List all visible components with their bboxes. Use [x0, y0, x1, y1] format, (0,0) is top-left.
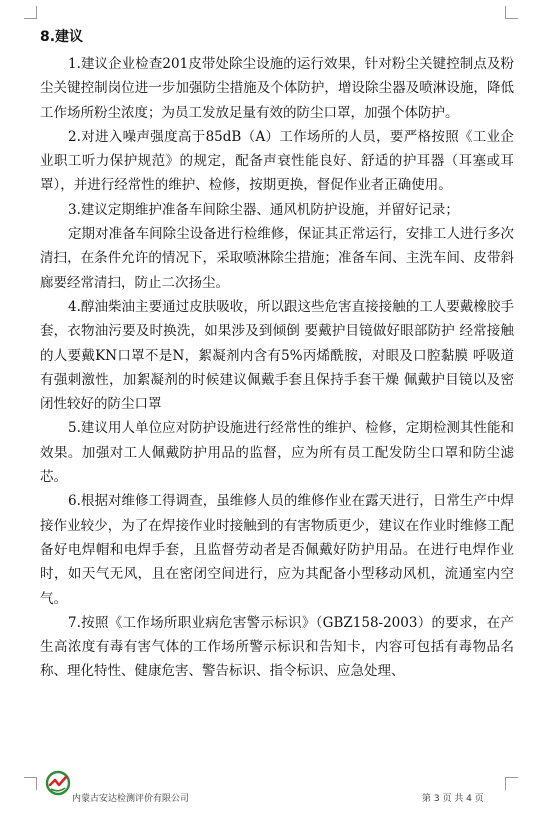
- paragraph-7: 7.按照《工作场所职业病危害警示标识》（GBZ158-2003）的要求，在产生高浓度有毒有害气体的工作场所警示标识和告知卡，内容可包括有毒物品名称、理化特性、健康危害、警告标识、指令标识、应急处理、: [40, 614, 514, 680]
- crop-mark-top-right: [505, 6, 518, 19]
- company-name: 内蒙古安达检测评价有限公司: [72, 794, 190, 804]
- section-heading: 8.建议: [40, 29, 84, 45]
- page-number: 第 3 页 共 4 页: [422, 794, 484, 804]
- document-body: [40, 22, 514, 684]
- company-logo-icon: [44, 769, 72, 797]
- crop-mark-top-left: [24, 6, 37, 19]
- page-footer: [0, 765, 538, 809]
- paragraph-5: 5.建议用人单位应对防护设施进行经常性的维护、检修，定期检测其性能和效果。加强对工人佩戴防护用品的监督，应为所有员工配发防尘口罩和防尘滤芯。: [40, 420, 514, 486]
- paragraph-1: 1.建议企业检查201皮带处除尘设施的运行效果，针对粉尘关键控制点及粉尘关键控制岗位进一步加强防尘措施及个体防护，增设除尘器及喷淋设施，降低工作场所粉尘浓度；为员工发放足量有效的防尘口罩，加强个体防护。: [40, 56, 514, 121]
- paragraph-3: 3.建议定期维护准备车间除尘器、通风机防护设施，并留好记录；: [68, 201, 459, 218]
- paragraph-2: 2.对进入噪声强度高于85dB（A）工作场所的人员，要严格按照《工业企业职工听力保护规范》的规定，配备声衰性能良好、舒适的护耳器（耳塞或耳罩），并进行经常性的维护、检修，按期更换，督促作业者正确使用。: [40, 128, 514, 194]
- paragraph-6: 6.根据对维修工得调查，虽维修人员的维修作业在露天进行，日常生产中焊接作业较少，为了在焊接作业时接触到的有害物质更少，建议在作业时维修工配备好电焊帽和电焊手套，且监督劳动者是否佩戴好防护用品。在进行电焊作业时，如天气无风，且在密闭空间进行，应为其配备小型移动风机，流通室内空气。: [40, 493, 514, 607]
- paragraph-4: 4.醇油柴油主要通过皮肤吸收，所以跟这些危害直接接触的工人要戴橡胶手套，衣物油污要及时换洗，如果涉及到倾倒 要戴护目镜做好眼部防护 经常接触的人要戴KN口罩不是N，絮凝剂内含有5%丙烯酰胺，对眼及口腔黏膜 呼吸道有强刺激性，加絮凝剂的时候建议佩戴手套且保持手套干燥 佩戴护目镜以及密闭性较好的防尘口罩: [40, 298, 514, 413]
- paragraph-3-continued: 定期对准备车间除尘设备进行检维修，保证其正常运行，安排工人进行多次清扫，在条件允许的情况下，采取喷淋除尘措施；准备车间、主洗车间、皮带斜廊要经常清扫，防止二次扬尘。: [40, 226, 514, 291]
